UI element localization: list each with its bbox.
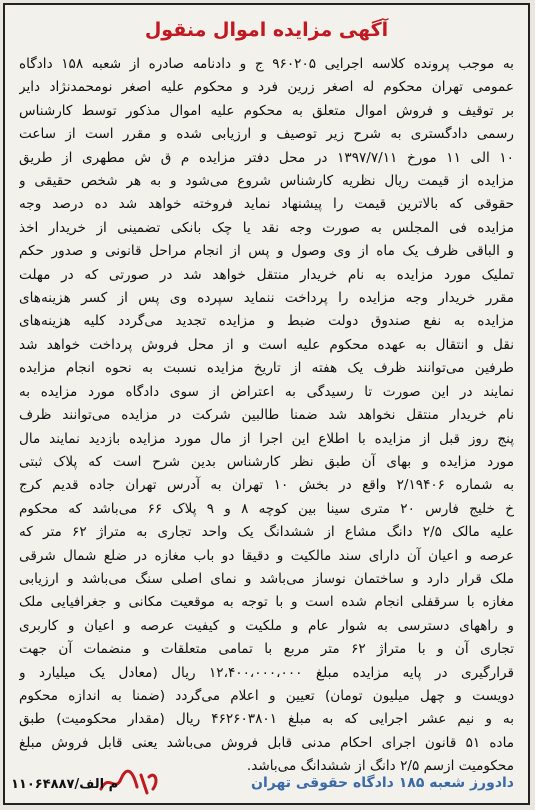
- notice-line: مقرر خریدار وجه مزایده را پرداخت ننماید سپرده وی پس از کسر هزینه‌های: [19, 290, 514, 307]
- notice-line: خ خلیج فارس ۲۰ متری سینا بین کوچه ۸ و ۹ پلاک ۶۶ می‌باشد که محکوم: [19, 500, 514, 517]
- notice-title: آگهی مزایده اموال منقول: [144, 19, 389, 41]
- notice-line: ملک قرار دارد و ساختمان نوساز می‌باشد و نمای اصلی سنگ می‌باشد و ارزیابی: [19, 570, 514, 587]
- notice-line: مزایده به نفع صندوق دولت ضبط و مزایده تجدید می‌گردد کلیه هزینه‌های: [19, 313, 514, 330]
- reference-code: م الف/۱۱۰۶۴۸۸۷: [11, 777, 119, 792]
- notice-line: طرفین می‌توانند ظرف یک هفته از تاریخ مزایده نسبت به نحوه انجام مزایده: [19, 360, 514, 377]
- notice-line: تجاری آن و با متراژ ۶۲ متر مربع با تمامی متعلقات و منضمات آن جهت: [19, 641, 514, 658]
- notice-footer: [11, 771, 514, 797]
- notice-line: محکومیت ازسم ۲/۵ دانگ از ششدانگ می‌باشد.: [246, 758, 514, 775]
- notice-body: [19, 53, 514, 779]
- notice-line: تملیک مورد مزایده به نام خریدار منتقل خواهد شد در صورتی که در مهلت: [19, 266, 514, 283]
- notice-line: به موجب پرونده کلاسه اجرایی ۹۶۰۲۰۵ ج و دادنامه صادره از شعبه ۱۵۸ دادگاه: [19, 56, 514, 72]
- notice-line: علیه مالک ۲/۵ دانگ مشاع از ششدانگ یک واحد تجاری به متراژ ۶۲ متر که: [19, 524, 514, 541]
- notice-line: عرصه و اعیان آن دارای سند مالکیت و دقیقا دو باب مغازه در ضلع شمال شرقی: [19, 547, 514, 564]
- notice-line: مورد مزایده و بهای آن طبق نظر کارشناس بدین شرح است که پلاک ثبتی: [19, 453, 514, 470]
- notice-line: و الباقی ظرف یک ماه از وی وصول و پس از انجام مراحل قانونی و صدور حکم: [19, 243, 514, 260]
- notice-line: به شماره ۲/۱۹۴۰۶ واقع در بخش ۱۰ تهران به آدرس تهران جاده قدیم کرج: [19, 477, 514, 494]
- notice-line: حقوقی که بالاترین قیمت را پیشنهاد نماید فروخته خواهد شد ده درصد وجه: [19, 196, 514, 213]
- notice-line: پنج روز قبل از مزایده با اطلاع این اجرا از مال مورد مزایده بازدید نمایند مال: [19, 430, 514, 447]
- auction-notice: [3, 3, 530, 805]
- notice-line: عمومی تهران محکوم له اصغر زرین فرد و محکوم علیه اصغر نومحمدنژاد دایر: [19, 79, 514, 96]
- notice-line: بر توقیف و فروش اموال متعلق به محکوم علیه اموال مذکور توسط کارشناس: [19, 102, 514, 119]
- notice-line: و راههای دسترسی به شوار عام و ملکیت و کیفیت عرصه و اعیان و کاربری: [19, 617, 514, 634]
- notice-line: مزایده فی المجلس به صورت وجه نقد یا چک بانکی تضمینی از خریدار اخذ: [19, 219, 514, 236]
- notice-line: رسمی دادگستری به شرح زیر توصیف و ارزیابی شده و مقرر است از ساعت: [19, 126, 514, 143]
- notice-line: نمایند در این صورت تا رسیدگی به اعتراض از سوی دادگاه مورد مزایده به: [19, 383, 514, 400]
- notice-line: نام خریدار منتقل نخواهد شد ضمنا طالبین شرکت در مزایده می‌توانند ظرف: [19, 407, 514, 424]
- notice-line: ماده ۵۱ قانون اجرای احکام مدنی قابل فروش می‌باشد یعنی قابل فروش مبلغ: [19, 734, 514, 751]
- notice-line: قرارگیری در پایه مزایده مبلغ ۱۲،۴۰۰،۰۰۰،۰۰۰ ریال (معادل یک میلیارد و: [19, 664, 514, 681]
- issuer-signature: دادورز شعبه ۱۸۵ دادگاه حقوقی تهران: [251, 775, 514, 791]
- notice-line: مغازه با سرقفلی انجام شده است و با توجه به موقعیت مکانی و جغرافیایی ملک: [19, 594, 514, 611]
- notice-line: مزایده از قیمت ریال نظریه کارشناس شروع می‌شود و به هر شخص حقیقی و: [19, 173, 514, 190]
- notice-line: به و نیم عشر اجرایی که به مبلغ ۴۶۲۶۰۳۸۰۱ ریال (مقدار محکومیت) طبق: [19, 711, 514, 728]
- notice-line: دویست و چهل میلیون تومان) تعیین و اعلام می‌گردد (ضمنا به اندازه محکوم: [19, 687, 514, 704]
- notice-line: نقل و انتقال به عهده محکوم علیه است و از محل فروش پرداخت خواهد شد: [19, 336, 514, 353]
- notice-line: ۱۰ الی ۱۱ مورخ ۱۳۹۷/۷/۱۱ در محل دفتر مزایده م ق ش مطهری از طریق: [19, 149, 514, 166]
